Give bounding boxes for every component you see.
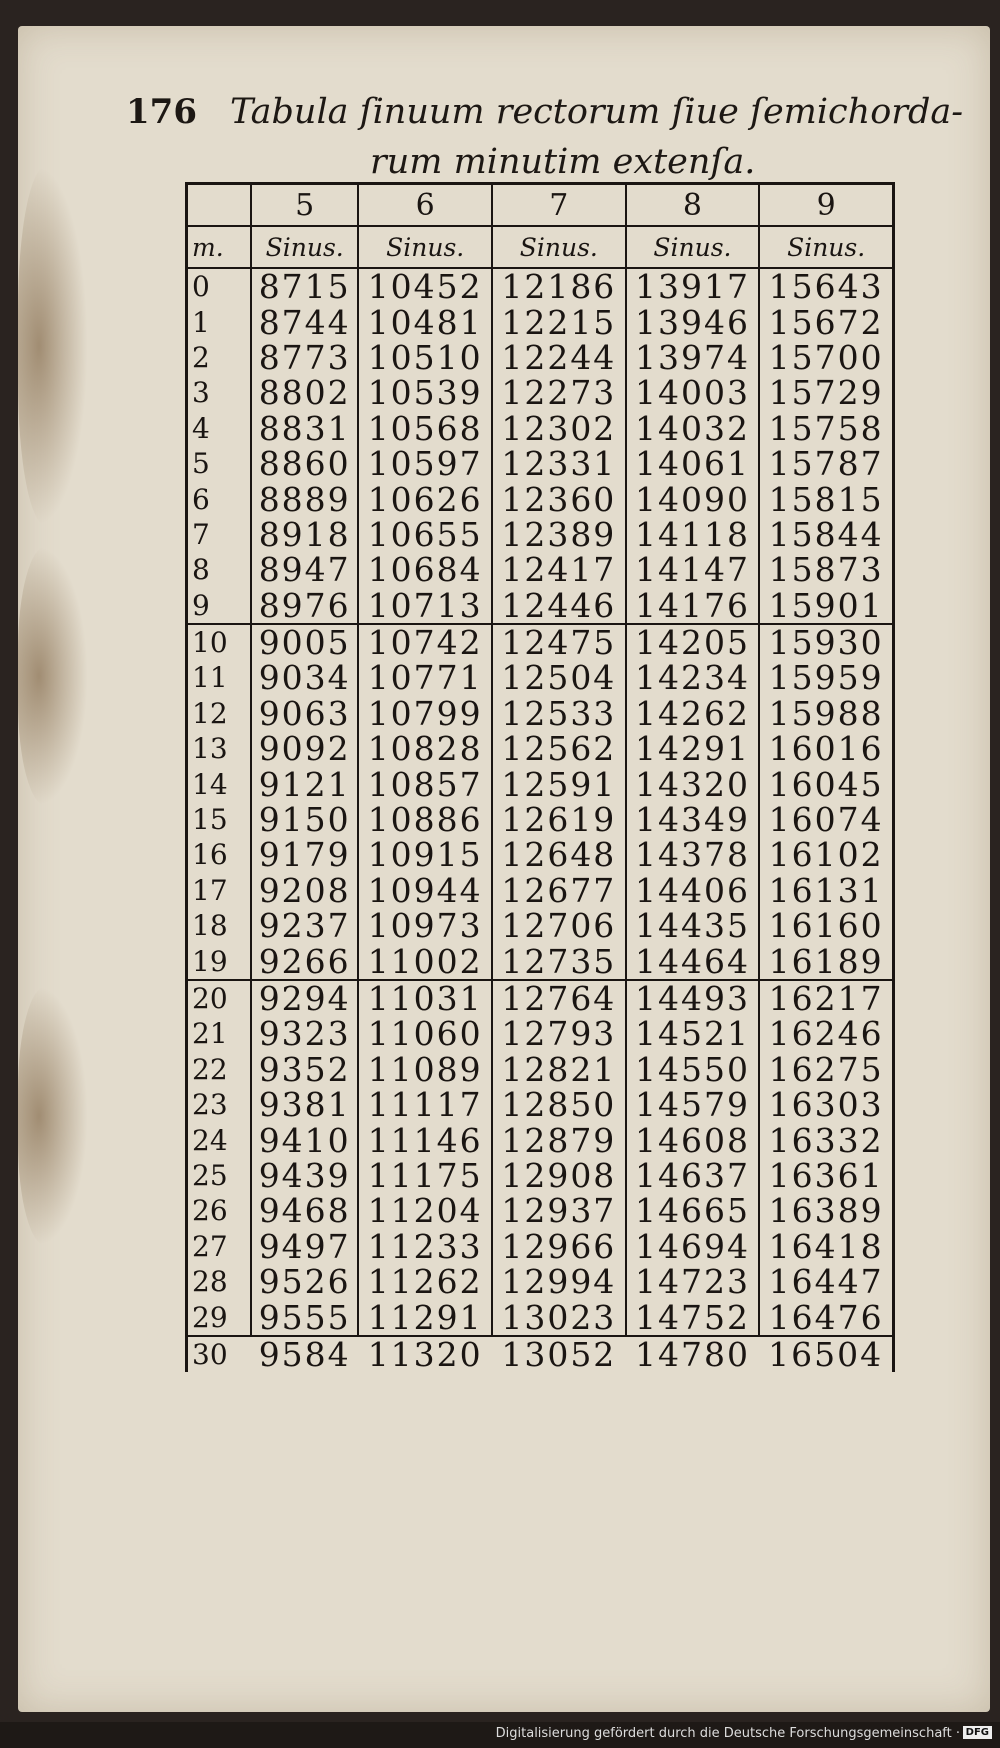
minute-cell: 30 <box>187 1336 252 1372</box>
sine-value-cell: 9439 <box>251 1158 358 1193</box>
sine-value-cell: 16361 <box>759 1158 893 1193</box>
sine-value-cell: 12533 <box>492 696 626 731</box>
sine-value-cell: 14752 <box>626 1299 760 1335</box>
sine-value-cell: 14608 <box>626 1122 760 1157</box>
table-row <box>187 1264 894 1299</box>
degree-corner <box>187 184 252 227</box>
sine-value-cell: 8860 <box>251 446 358 481</box>
minute-cell: 7 <box>187 517 252 552</box>
sine-value-cell: 12591 <box>492 766 626 801</box>
sine-value-cell: 14493 <box>626 980 760 1016</box>
sine-value-cell: 10539 <box>358 375 492 410</box>
sine-value-cell: 11175 <box>358 1158 492 1193</box>
sine-value-cell: 13052 <box>492 1336 626 1372</box>
sine-value-cell: 13946 <box>626 304 760 339</box>
sine-value-cell: 16045 <box>759 766 893 801</box>
sine-value-cell: 15959 <box>759 660 893 695</box>
sine-value-cell: 14780 <box>626 1336 760 1372</box>
sine-value-cell: 9381 <box>251 1087 358 1122</box>
sine-value-cell: 12562 <box>492 731 626 766</box>
sine-value-cell: 10886 <box>358 802 492 837</box>
dfg-logo: DFG <box>963 1726 992 1739</box>
sine-value-cell: 9468 <box>251 1193 358 1228</box>
sine-value-cell: 9034 <box>251 660 358 695</box>
sine-value-cell: 12504 <box>492 660 626 695</box>
minute-cell: 25 <box>187 1158 252 1193</box>
sinus-column-header: Sinus. <box>492 226 626 268</box>
sine-value-cell: 10568 <box>358 411 492 446</box>
sine-value-cell: 12908 <box>492 1158 626 1193</box>
table-row <box>187 1087 894 1122</box>
minute-cell: 28 <box>187 1264 252 1299</box>
sine-value-cell: 15901 <box>759 588 893 624</box>
sine-value-cell: 12360 <box>492 481 626 516</box>
sine-value-cell: 12850 <box>492 1087 626 1122</box>
sine-value-cell: 10481 <box>358 304 492 339</box>
minute-cell: 19 <box>187 943 252 979</box>
sine-value-cell: 8947 <box>251 552 358 587</box>
sine-value-cell: 14291 <box>626 731 760 766</box>
sine-value-cell: 12186 <box>492 268 626 304</box>
sine-value-cell: 14061 <box>626 446 760 481</box>
sine-value-cell: 14349 <box>626 802 760 837</box>
sine-value-cell: 11002 <box>358 943 492 979</box>
sine-value-cell: 8831 <box>251 411 358 446</box>
sine-value-cell: 14464 <box>626 943 760 979</box>
sine-value-cell: 14118 <box>626 517 760 552</box>
table-row <box>187 304 894 339</box>
sine-value-cell: 10799 <box>358 696 492 731</box>
minute-cell: 0 <box>187 268 252 304</box>
table-row <box>187 517 894 552</box>
sine-value-cell: 10655 <box>358 517 492 552</box>
table-row <box>187 1052 894 1087</box>
sine-value-cell: 15643 <box>759 268 893 304</box>
sine-value-cell: 9005 <box>251 624 358 660</box>
sine-value-cell: 14579 <box>626 1087 760 1122</box>
degree-header: 8 <box>626 184 760 227</box>
sine-value-cell: 10857 <box>358 766 492 801</box>
minute-cell: 29 <box>187 1299 252 1335</box>
minute-cell: 10 <box>187 624 252 660</box>
table-row <box>187 1336 894 1372</box>
sine-value-cell: 14262 <box>626 696 760 731</box>
sine-value-cell: 12244 <box>492 340 626 375</box>
sine-value-cell: 9092 <box>251 731 358 766</box>
sine-value-cell: 16074 <box>759 802 893 837</box>
sine-value-cell: 16016 <box>759 731 893 766</box>
table-row <box>187 268 894 304</box>
sinus-column-header: Sinus. <box>626 226 760 268</box>
sine-value-cell: 16447 <box>759 1264 893 1299</box>
sine-value-cell: 8918 <box>251 517 358 552</box>
minute-cell: 4 <box>187 411 252 446</box>
sine-value-cell: 10713 <box>358 588 492 624</box>
sine-value-cell: 14694 <box>626 1229 760 1264</box>
sine-value-cell: 10597 <box>358 446 492 481</box>
sine-value-cell: 12821 <box>492 1052 626 1087</box>
digitization-footer <box>0 1722 1000 1748</box>
sine-value-cell: 10915 <box>358 837 492 872</box>
sine-value-cell: 10828 <box>358 731 492 766</box>
minute-cell: 8 <box>187 552 252 587</box>
minute-column-header: m. <box>187 226 252 268</box>
page-stain <box>18 166 88 526</box>
sine-value-cell: 13023 <box>492 1299 626 1335</box>
sine-value-cell: 12677 <box>492 873 626 908</box>
minute-cell: 3 <box>187 375 252 410</box>
table-row <box>187 1193 894 1228</box>
sine-value-cell: 14378 <box>626 837 760 872</box>
minute-cell: 16 <box>187 837 252 872</box>
column-header-row <box>187 226 894 268</box>
sine-value-cell: 16160 <box>759 908 893 943</box>
sine-value-cell: 12706 <box>492 908 626 943</box>
table-row <box>187 588 894 624</box>
sine-value-cell: 14032 <box>626 411 760 446</box>
sine-value-cell: 16332 <box>759 1122 893 1157</box>
sine-value-cell: 16217 <box>759 980 893 1016</box>
sine-value-cell: 15700 <box>759 340 893 375</box>
sine-value-cell: 8889 <box>251 481 358 516</box>
sine-value-cell: 9179 <box>251 837 358 872</box>
sine-value-cell: 12273 <box>492 375 626 410</box>
sine-value-cell: 13917 <box>626 268 760 304</box>
sine-value-cell: 8744 <box>251 304 358 339</box>
sine-value-cell: 11204 <box>358 1193 492 1228</box>
minute-cell: 9 <box>187 588 252 624</box>
minute-cell: 12 <box>187 696 252 731</box>
sine-value-cell: 9208 <box>251 873 358 908</box>
minute-cell: 2 <box>187 340 252 375</box>
sine-value-cell: 15758 <box>759 411 893 446</box>
sine-value-cell: 11262 <box>358 1264 492 1299</box>
sine-value-cell: 14003 <box>626 375 760 410</box>
minute-cell: 15 <box>187 802 252 837</box>
page-title-line-2: rum minutim extenſa. <box>370 142 756 182</box>
sine-value-cell: 11146 <box>358 1122 492 1157</box>
sine-value-cell: 9237 <box>251 908 358 943</box>
sine-value-cell: 14637 <box>626 1158 760 1193</box>
sine-value-cell: 11291 <box>358 1299 492 1335</box>
sine-value-cell: 14147 <box>626 552 760 587</box>
sine-value-cell: 10510 <box>358 340 492 375</box>
table-row <box>187 908 894 943</box>
minute-cell: 21 <box>187 1016 252 1051</box>
sine-value-cell: 9352 <box>251 1052 358 1087</box>
sinus-column-header: Sinus. <box>759 226 893 268</box>
sine-value-cell: 14521 <box>626 1016 760 1051</box>
table-row <box>187 943 894 979</box>
degree-header: 9 <box>759 184 893 227</box>
minute-cell: 11 <box>187 660 252 695</box>
table-row <box>187 481 894 516</box>
sine-value-cell: 9063 <box>251 696 358 731</box>
sine-value-cell: 10742 <box>358 624 492 660</box>
table-row <box>187 660 894 695</box>
minute-cell: 5 <box>187 446 252 481</box>
minute-cell: 20 <box>187 980 252 1016</box>
sine-value-cell: 12446 <box>492 588 626 624</box>
sine-value-cell: 14176 <box>626 588 760 624</box>
sine-value-cell: 15672 <box>759 304 893 339</box>
sine-value-cell: 12994 <box>492 1264 626 1299</box>
table-row <box>187 552 894 587</box>
sine-value-cell: 15930 <box>759 624 893 660</box>
minute-cell: 14 <box>187 766 252 801</box>
sine-value-cell: 16418 <box>759 1229 893 1264</box>
sine-value-cell: 9294 <box>251 980 358 1016</box>
sine-value-cell: 9497 <box>251 1229 358 1264</box>
degree-header: 7 <box>492 184 626 227</box>
table-row <box>187 375 894 410</box>
sine-value-cell: 14320 <box>626 766 760 801</box>
table-row <box>187 446 894 481</box>
sine-value-cell: 11060 <box>358 1016 492 1051</box>
sine-value-cell: 9150 <box>251 802 358 837</box>
sine-value-cell: 10944 <box>358 873 492 908</box>
sine-value-cell: 12475 <box>492 624 626 660</box>
sine-value-cell: 16102 <box>759 837 893 872</box>
sine-value-cell: 12735 <box>492 943 626 979</box>
degree-header-row <box>187 184 894 227</box>
table-body <box>187 268 894 1372</box>
sine-value-cell: 12215 <box>492 304 626 339</box>
table-row <box>187 411 894 446</box>
sine-value-cell: 11089 <box>358 1052 492 1087</box>
sine-value-cell: 13974 <box>626 340 760 375</box>
sine-value-cell: 14723 <box>626 1264 760 1299</box>
sine-value-cell: 9555 <box>251 1299 358 1335</box>
sine-value-cell: 10452 <box>358 268 492 304</box>
sine-value-cell: 16189 <box>759 943 893 979</box>
table-row <box>187 731 894 766</box>
sine-value-cell: 11233 <box>358 1229 492 1264</box>
sine-value-cell: 8715 <box>251 268 358 304</box>
sine-value-cell: 8976 <box>251 588 358 624</box>
table-row <box>187 624 894 660</box>
sine-value-cell: 12966 <box>492 1229 626 1264</box>
table-row <box>187 980 894 1016</box>
sine-value-cell: 16131 <box>759 873 893 908</box>
degree-header: 5 <box>251 184 358 227</box>
sine-value-cell: 10771 <box>358 660 492 695</box>
page-stain <box>18 546 88 806</box>
sine-value-cell: 15787 <box>759 446 893 481</box>
sine-value-cell: 10684 <box>358 552 492 587</box>
funding-credit: Digitalisierung gefördert durch die Deutsche Forschungsgemeinschaft · <box>495 1726 960 1741</box>
table-row <box>187 837 894 872</box>
sine-value-cell: 10626 <box>358 481 492 516</box>
sine-value-cell: 12793 <box>492 1016 626 1051</box>
table-row <box>187 873 894 908</box>
page-title-line-1: Tabula ſinuum rectorum ſiue ſemichorda- <box>230 92 964 132</box>
minute-cell: 1 <box>187 304 252 339</box>
sine-value-cell: 14090 <box>626 481 760 516</box>
sinus-column-header: Sinus. <box>251 226 358 268</box>
sine-value-cell: 8773 <box>251 340 358 375</box>
sine-value-cell: 14665 <box>626 1193 760 1228</box>
minute-cell: 24 <box>187 1122 252 1157</box>
minute-cell: 22 <box>187 1052 252 1087</box>
sine-value-cell: 11031 <box>358 980 492 1016</box>
sine-value-cell: 14435 <box>626 908 760 943</box>
sine-value-cell: 14550 <box>626 1052 760 1087</box>
minute-cell: 27 <box>187 1229 252 1264</box>
minute-cell: 18 <box>187 908 252 943</box>
sine-value-cell: 9121 <box>251 766 358 801</box>
sine-value-cell: 16504 <box>759 1336 893 1372</box>
sine-value-cell: 12389 <box>492 517 626 552</box>
sine-value-cell: 11117 <box>358 1087 492 1122</box>
sinus-column-header: Sinus. <box>358 226 492 268</box>
table-row <box>187 802 894 837</box>
sine-value-cell: 9410 <box>251 1122 358 1157</box>
sine-value-cell: 15815 <box>759 481 893 516</box>
table-row <box>187 766 894 801</box>
sine-value-cell: 16303 <box>759 1087 893 1122</box>
table-row <box>187 1016 894 1051</box>
sine-table <box>185 182 895 1372</box>
sine-value-cell: 12417 <box>492 552 626 587</box>
sine-value-cell: 12879 <box>492 1122 626 1157</box>
sine-value-cell: 15988 <box>759 696 893 731</box>
sine-value-cell: 16476 <box>759 1299 893 1335</box>
table-row <box>187 340 894 375</box>
sine-value-cell: 15729 <box>759 375 893 410</box>
sine-value-cell: 14205 <box>626 624 760 660</box>
sine-value-cell: 9526 <box>251 1264 358 1299</box>
minute-cell: 13 <box>187 731 252 766</box>
sine-value-cell: 9584 <box>251 1336 358 1372</box>
sine-value-cell: 12302 <box>492 411 626 446</box>
sine-value-cell: 16275 <box>759 1052 893 1087</box>
minute-cell: 23 <box>187 1087 252 1122</box>
sine-value-cell: 12331 <box>492 446 626 481</box>
table-row <box>187 1229 894 1264</box>
sine-value-cell: 9266 <box>251 943 358 979</box>
sine-value-cell: 12764 <box>492 980 626 1016</box>
sine-value-cell: 9323 <box>251 1016 358 1051</box>
sine-value-cell: 12648 <box>492 837 626 872</box>
table-row <box>187 696 894 731</box>
sine-value-cell: 15873 <box>759 552 893 587</box>
sine-value-cell: 14406 <box>626 873 760 908</box>
sine-value-cell: 12619 <box>492 802 626 837</box>
sine-value-cell: 16246 <box>759 1016 893 1051</box>
table-row <box>187 1122 894 1157</box>
table-row <box>187 1158 894 1193</box>
sine-value-cell: 15844 <box>759 517 893 552</box>
degree-header: 6 <box>358 184 492 227</box>
sine-value-cell: 10973 <box>358 908 492 943</box>
minute-cell: 17 <box>187 873 252 908</box>
table-row <box>187 1299 894 1335</box>
sine-value-cell: 16389 <box>759 1193 893 1228</box>
page-stain <box>18 986 88 1246</box>
sine-value-cell: 12937 <box>492 1193 626 1228</box>
sine-value-cell: 8802 <box>251 375 358 410</box>
page-number: 176 <box>126 92 197 132</box>
sine-value-cell: 14234 <box>626 660 760 695</box>
minute-cell: 26 <box>187 1193 252 1228</box>
sine-value-cell: 11320 <box>358 1336 492 1372</box>
minute-cell: 6 <box>187 481 252 516</box>
